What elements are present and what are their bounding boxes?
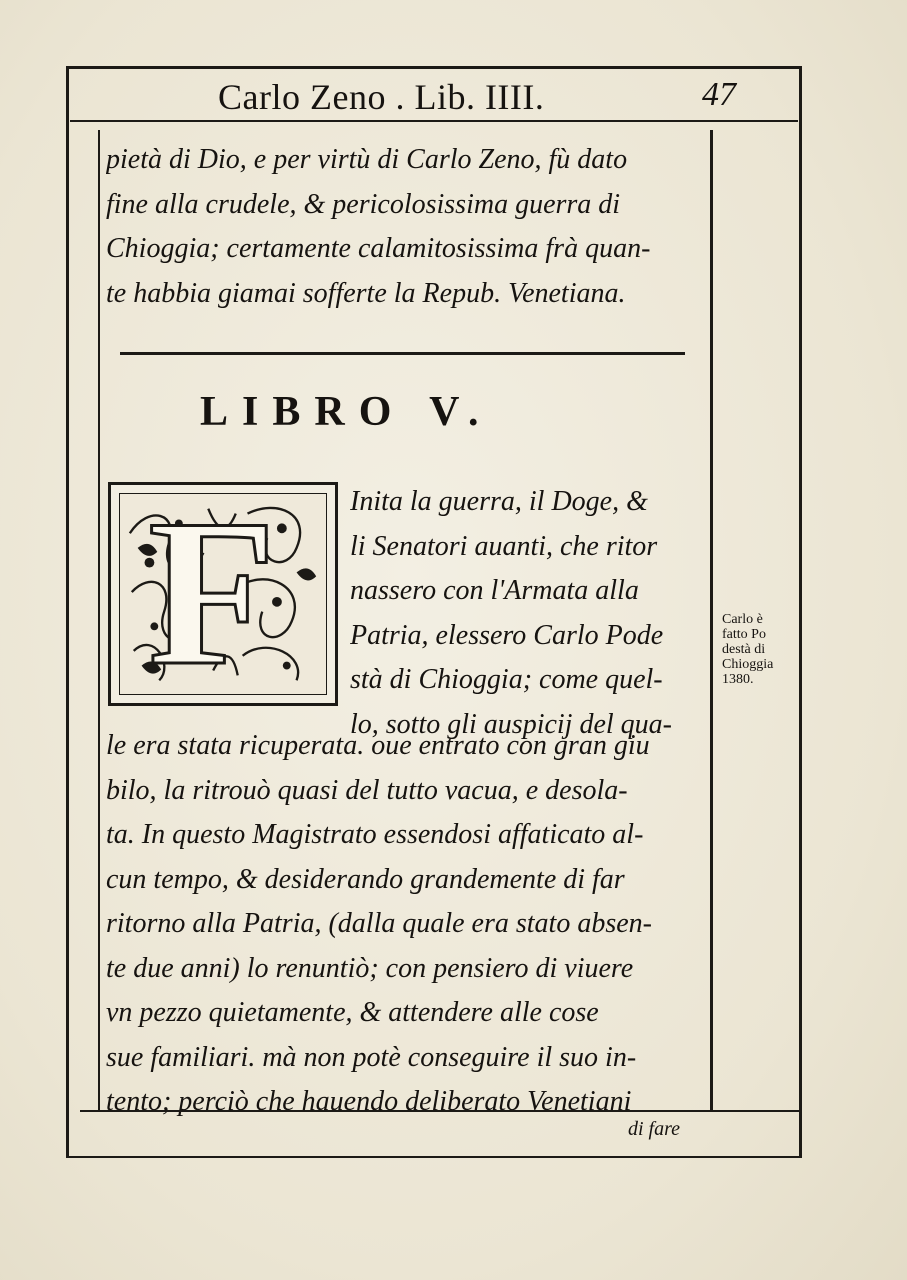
body-paragraph <box>106 724 710 1125</box>
section-divider <box>120 352 685 355</box>
book-heading: LIBRO V. <box>200 389 493 435</box>
text-line: te habbia giamai sofferte la Repub. Venetiana. <box>106 277 626 309</box>
bottom-rule <box>80 1110 800 1112</box>
text-line: nassero con l'Armata alla <box>350 575 639 606</box>
ornate-woodcut-initial-icon <box>119 477 327 709</box>
text-line: Patria, elessero Carlo Pode <box>350 619 664 651</box>
text-line: te due anni) lo renuntiò; con pensiero di viuere <box>106 952 634 984</box>
text-line: Inita la guerra, il Doge, & <box>350 486 648 517</box>
page-number: 47 <box>702 76 736 113</box>
text-line: pietà di Dio, e per virtù di Carlo Zeno, fù dato <box>106 144 628 175</box>
marginal-note: Carlo è fatto Po destà di Chioggia 1380. <box>722 612 774 687</box>
text-line: ritorno alla Patria, (dalla quale era stato absen- <box>106 908 652 939</box>
previous-book-ending <box>106 138 710 316</box>
text-line: bilo, la ritrouò quasi del tutto vacua, e desola- <box>106 774 628 806</box>
text-line: stà di Chioggia; come quel- <box>350 664 663 695</box>
text-line: li Senatori auanti, che ritor <box>350 530 658 562</box>
opening-paragraph <box>350 480 710 747</box>
text-line: tento; perciò che hauendo deliberato Venetiani <box>106 1086 632 1117</box>
decorated-initial <box>108 477 338 709</box>
running-head-title: Carlo Zeno . Lib. IIII. <box>218 77 545 117</box>
text-line: sue familiari. mà non potè conseguire il suo in- <box>106 1041 637 1073</box>
running-head <box>70 70 798 122</box>
text-line: Chioggia; certamente calamitosissima frà quan- <box>106 233 651 264</box>
text-line: ta. In questo Magistrato essendosi affaticato al- <box>106 819 644 850</box>
catchword: di fare <box>628 1118 681 1140</box>
text-line: le era stata ricuperata. oue entrato con gran giu <box>106 730 650 761</box>
text-line: cun tempo, & desiderando grandemente di far <box>106 863 625 895</box>
initial-letter: F <box>148 477 277 709</box>
text-line: lo, sotto gli auspicij del qua- <box>350 708 672 740</box>
text-line: fine alla crudele, & pericolosissima guerra di <box>106 188 621 220</box>
text-line: vn pezzo quietamente, & attendere alle cose <box>106 997 599 1028</box>
